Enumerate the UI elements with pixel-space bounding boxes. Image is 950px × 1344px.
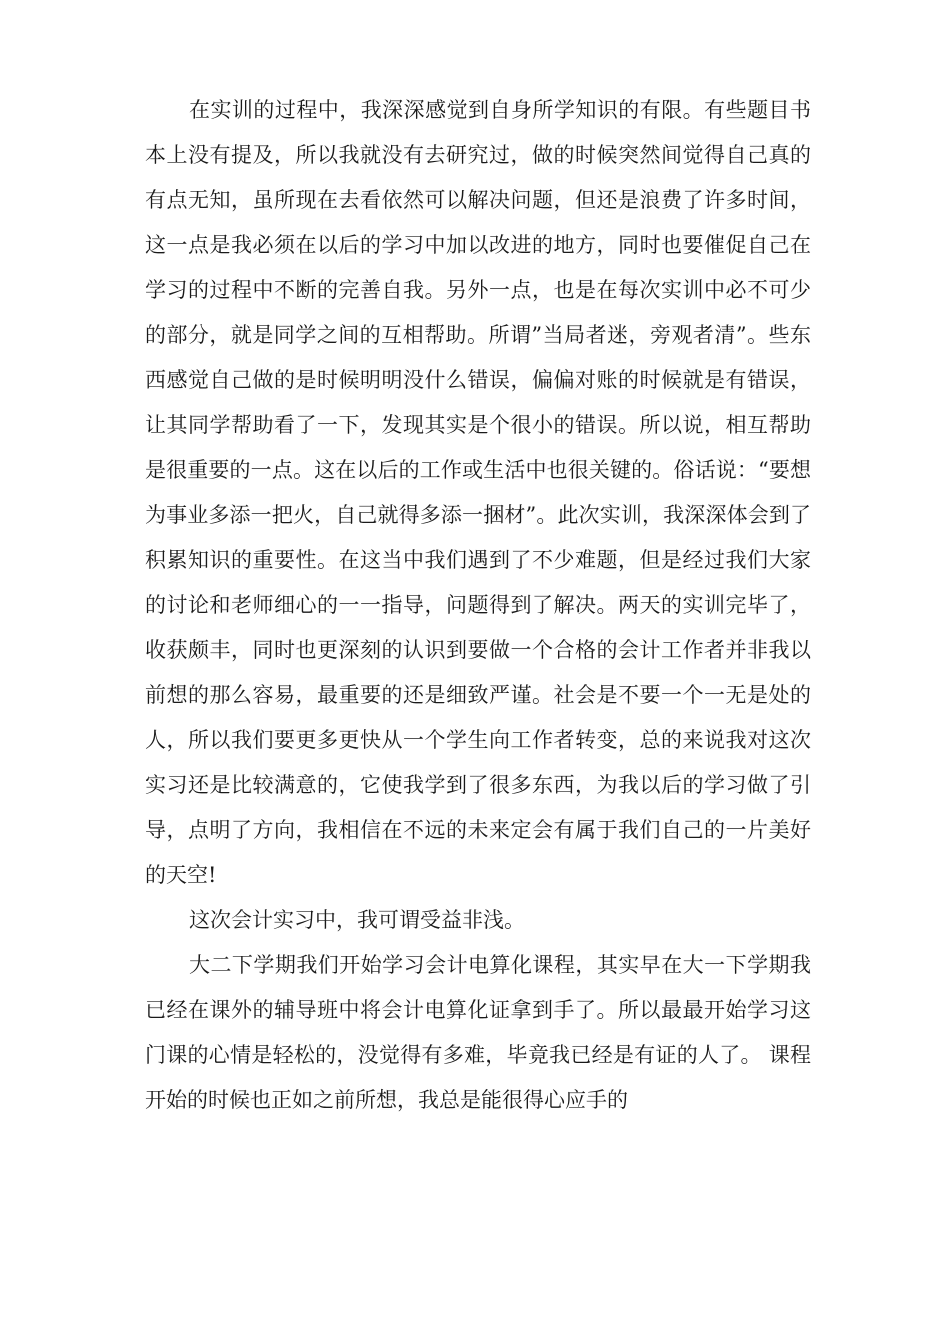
paragraph-computerized-accounting: 大二下学期我们开始学习会计电算化课程，其实早在大一下学期我已经在课外的辅导班中将会计电算化证拿到手了。所以最最开始学习这门课的心情是轻松的，没觉得有多难，毕竟我已经是有证的人了。 课程开始的时候也正如之前所想，我总是能很得心应手的 [145, 953, 811, 1112]
document-body [145, 88, 811, 1123]
paragraph-accounting-internship: 这次会计实习中，我可谓受益非浅。 [189, 908, 525, 932]
paragraph-internship-reflection: 在实训的过程中，我深深感觉到自身所学知识的有限。有些题目书本上没有提及，所以我就没有去研究过，做的时候突然间觉得自己真的有点无知，虽所现在去看依然可以解决问题，但还是浪费了许多时间，这一点是我必须在以后的学习中加以改进的地方，同时也要催促自己在学习的过程中不断的完善自我。另外一点，也是在每次实训中必不可少的部分，就是同学之间的互相帮助。所谓”当局者迷，旁观者清”。些东西感觉自己做的是时候明明没什么错误，偏偏对账的时候就是有错误，让其同学帮助看了一下，发现其实是个很小的错误。所以说，相互帮助是很重要的一点。这在以后的工作或生活中也很关键的。俗话说：“要想为事业多添一把火，自己就得多添一捆材”。此次实训，我深深体会到了积累知识的重要性。在这当中我们遇到了不少难题，但是经过我们大家的讨论和老师细心的一一指导，问题得到了解决。两天的实训完毕了，收获颇丰，同时也更深刻的认识到要做一个合格的会计工作者并非我以前想的那么容易，最重要的还是细致严谨。社会是不要一个一无是处的人，所以我们要更多更快从一个学生向工作者转变，总的来说我对这次实习还是比较满意的，它使我学到了很多东西，为我以后的学习做了引导，点明了方向，我相信在不远的未来定会有属于我们自己的一片美好的天空! [145, 98, 811, 887]
